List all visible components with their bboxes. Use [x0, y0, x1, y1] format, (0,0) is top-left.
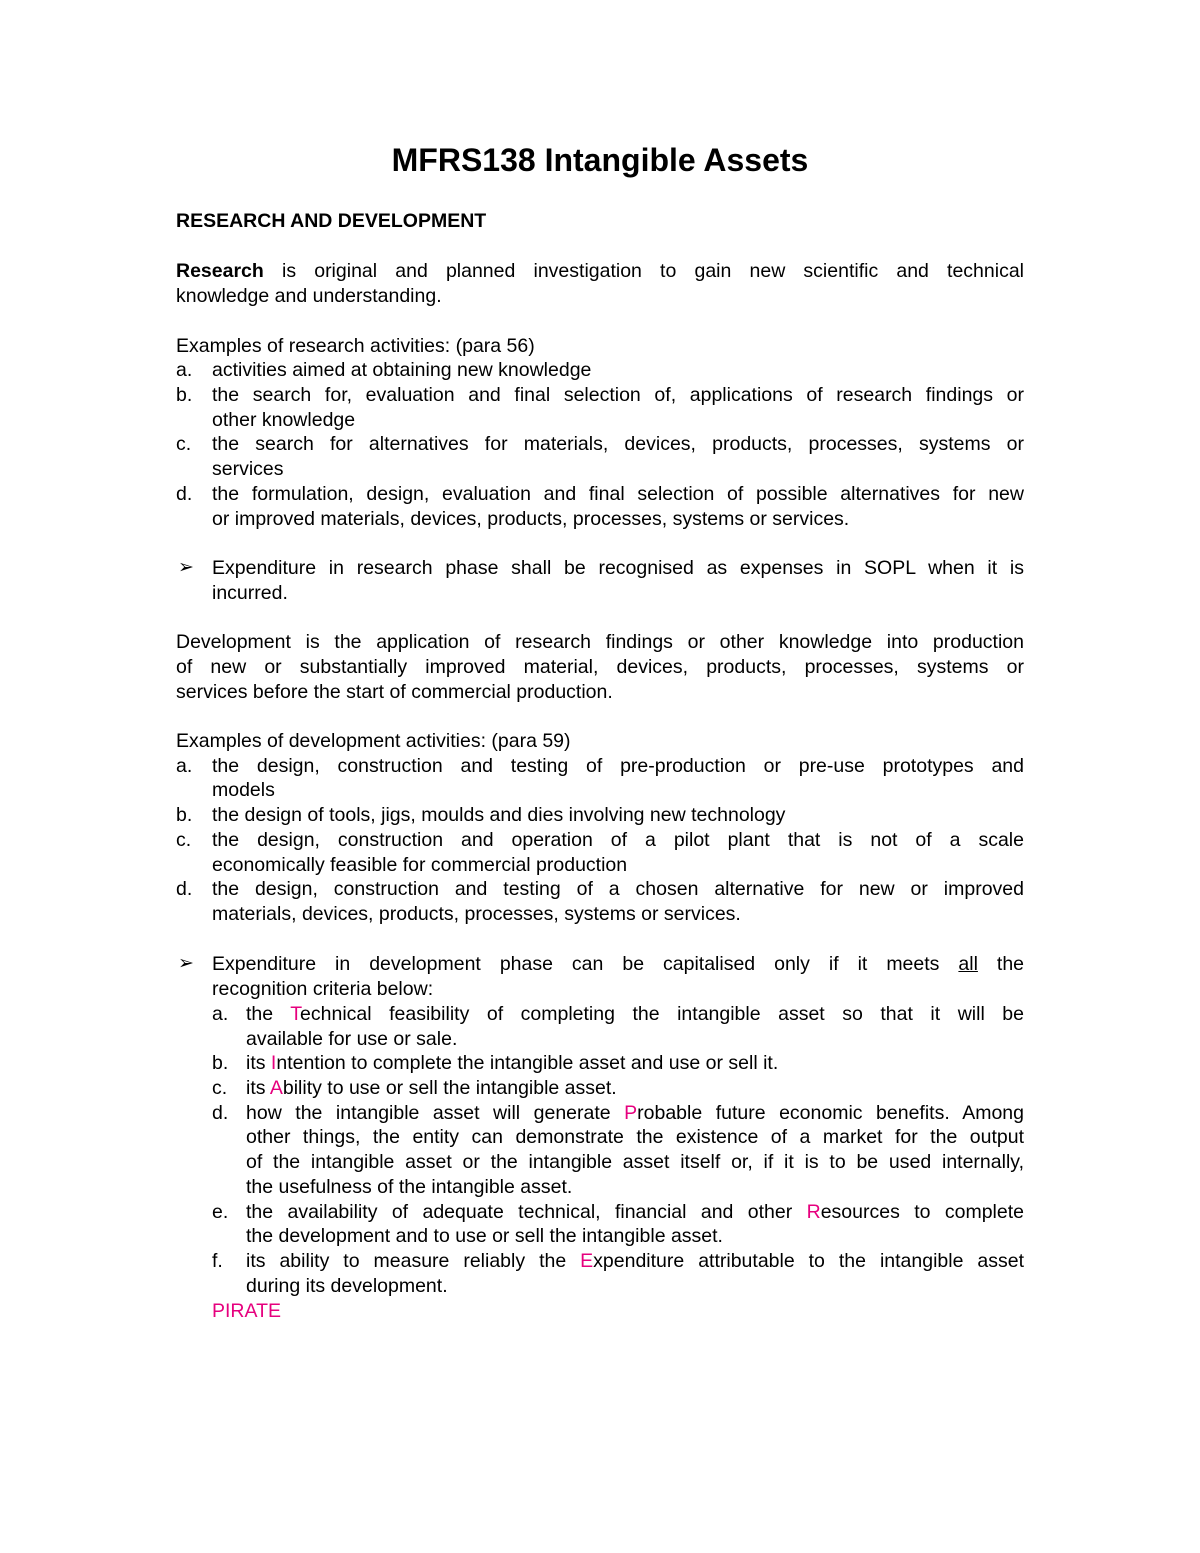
criterion-resources	[246, 1200, 1024, 1225]
criterion-text: other things, the entity can demonstrate the existence of a market for the output	[246, 1126, 1024, 1148]
development-item-text: the design, construction and testing of pre-production or pre-use prototypes and	[212, 755, 1024, 777]
criterion-label: d.	[212, 1102, 229, 1124]
criterion-text: the usefulness of the intangible asset.	[246, 1176, 573, 1198]
criterion-label: c.	[212, 1077, 228, 1099]
criterion-text: echnical feasibility of completing the intangible asset so that it will be	[300, 1003, 1024, 1025]
rule-text-end: the	[996, 953, 1025, 975]
criterion-text: how the intangible asset will generate	[246, 1102, 625, 1124]
development-definition-line-1: Development is the application of research findings or other knowledge into production	[176, 631, 1024, 653]
rule-text: Expenditure in development phase can be capitalised only if it meets	[212, 953, 940, 975]
development-capitalise-rule-cont: recognition criteria below:	[212, 978, 434, 1000]
development-examples-intro: Examples of development activities: (para 59)	[176, 730, 571, 752]
research-item-text: the formulation, design, evaluation and final selection of possible alternatives for new	[212, 483, 1024, 505]
development-capitalise-rule	[212, 952, 1024, 977]
criterion-label: f.	[212, 1250, 223, 1272]
research-item-text: the search for alternatives for materials, devices, products, processes, systems or	[212, 433, 1024, 455]
research-expense-rule: Expenditure in research phase shall be recognised as expenses in SOPL when it is	[212, 557, 1024, 579]
criterion-intention	[246, 1051, 778, 1076]
criterion-text: bility to use or sell the intangible asset.	[282, 1077, 617, 1099]
development-item-label: a.	[176, 755, 193, 777]
mnemonic-letter: E	[580, 1250, 594, 1272]
criterion-text: xpenditure attributable to the intangible asset	[593, 1250, 1024, 1272]
mnemonic-letter: A	[269, 1077, 283, 1099]
criterion-text: of the intangible asset or the intangible asset itself or, if it is to be used internally,	[246, 1151, 1024, 1173]
criterion-text: the	[246, 1003, 291, 1025]
research-item-label: d.	[176, 483, 193, 505]
criterion-text: the availability of adequate technical, financial and other	[246, 1201, 807, 1223]
mnemonic-letter: P	[624, 1102, 638, 1124]
development-item-label: b.	[176, 804, 193, 826]
research-item-label: a.	[176, 359, 193, 381]
development-item-text: models	[212, 779, 275, 801]
research-term: Research	[176, 260, 264, 282]
development-definition-line-3: services before the start of commercial production.	[176, 681, 613, 703]
research-definition-text: is original and planned investigation to gain new scientific and technical	[281, 260, 1025, 282]
criterion-text: esources to complete	[820, 1201, 1024, 1223]
criterion-text: its	[246, 1077, 270, 1099]
criterion-expenditure	[246, 1249, 1024, 1274]
development-item-text: the design, construction and testing of a chosen alternative for new or improved	[212, 878, 1024, 900]
criterion-text: its	[246, 1052, 271, 1074]
development-item-text: the design, construction and operation of a pilot plant that is not of a scale	[212, 829, 1024, 851]
mnemonic-letter: I	[270, 1052, 277, 1074]
development-item-text: the design of tools, jigs, moulds and dies involving new technology	[212, 804, 786, 826]
criterion-text: ntention to complete the intangible asset and use or sell it.	[276, 1052, 779, 1074]
research-item-text: or improved materials, devices, products, processes, systems or services.	[212, 508, 850, 530]
development-item-text: economically feasible for commercial production	[212, 854, 628, 876]
research-item-text: services	[212, 458, 284, 480]
development-item-label: c.	[176, 829, 192, 851]
development-item-text: materials, devices, products, processes, systems or services.	[212, 903, 741, 925]
section-heading: RESEARCH AND DEVELOPMENT	[176, 210, 487, 232]
criterion-ability	[246, 1076, 617, 1101]
criterion-text: the development and to use or sell the intangible asset.	[246, 1225, 723, 1247]
arrow-bullet-icon: ➢	[178, 557, 194, 578]
criterion-label: a.	[212, 1003, 229, 1025]
research-item-text: activities aimed at obtaining new knowledge	[212, 359, 592, 381]
page-title: MFRS138 Intangible Assets	[391, 142, 809, 178]
criterion-text: its ability to measure reliably the	[246, 1250, 581, 1272]
mnemonic-letter: T	[290, 1003, 301, 1025]
research-expense-rule-cont: incurred.	[212, 582, 288, 604]
criterion-text: available for use or sale.	[246, 1028, 458, 1050]
criterion-text: during its development.	[246, 1275, 448, 1297]
criterion-technical	[246, 1002, 1024, 1027]
research-item-label: b.	[176, 384, 193, 406]
underlined-all: all	[958, 953, 978, 975]
mnemonic-letter: R	[806, 1201, 821, 1223]
arrow-bullet-icon: ➢	[178, 953, 194, 974]
research-definition-line-2: knowledge and understanding.	[176, 285, 442, 307]
research-item-text: other knowledge	[212, 409, 356, 431]
development-item-label: d.	[176, 878, 193, 900]
development-definition-line-2: of new or substantially improved material, devices, products, processes, systems or	[176, 656, 1024, 678]
research-item-label: c.	[176, 433, 192, 455]
criterion-text: robable future economic benefits. Among	[637, 1102, 1024, 1124]
research-examples-intro: Examples of research activities: (para 56)	[176, 335, 535, 357]
research-definition-line-1	[176, 259, 1024, 284]
criterion-label: e.	[212, 1201, 229, 1223]
criterion-label: b.	[212, 1052, 229, 1074]
criterion-probable	[246, 1101, 1024, 1126]
research-item-text: the search for, evaluation and final selection of, applications of research findings or	[212, 384, 1024, 406]
mnemonic-pirate: PIRATE	[212, 1300, 281, 1322]
